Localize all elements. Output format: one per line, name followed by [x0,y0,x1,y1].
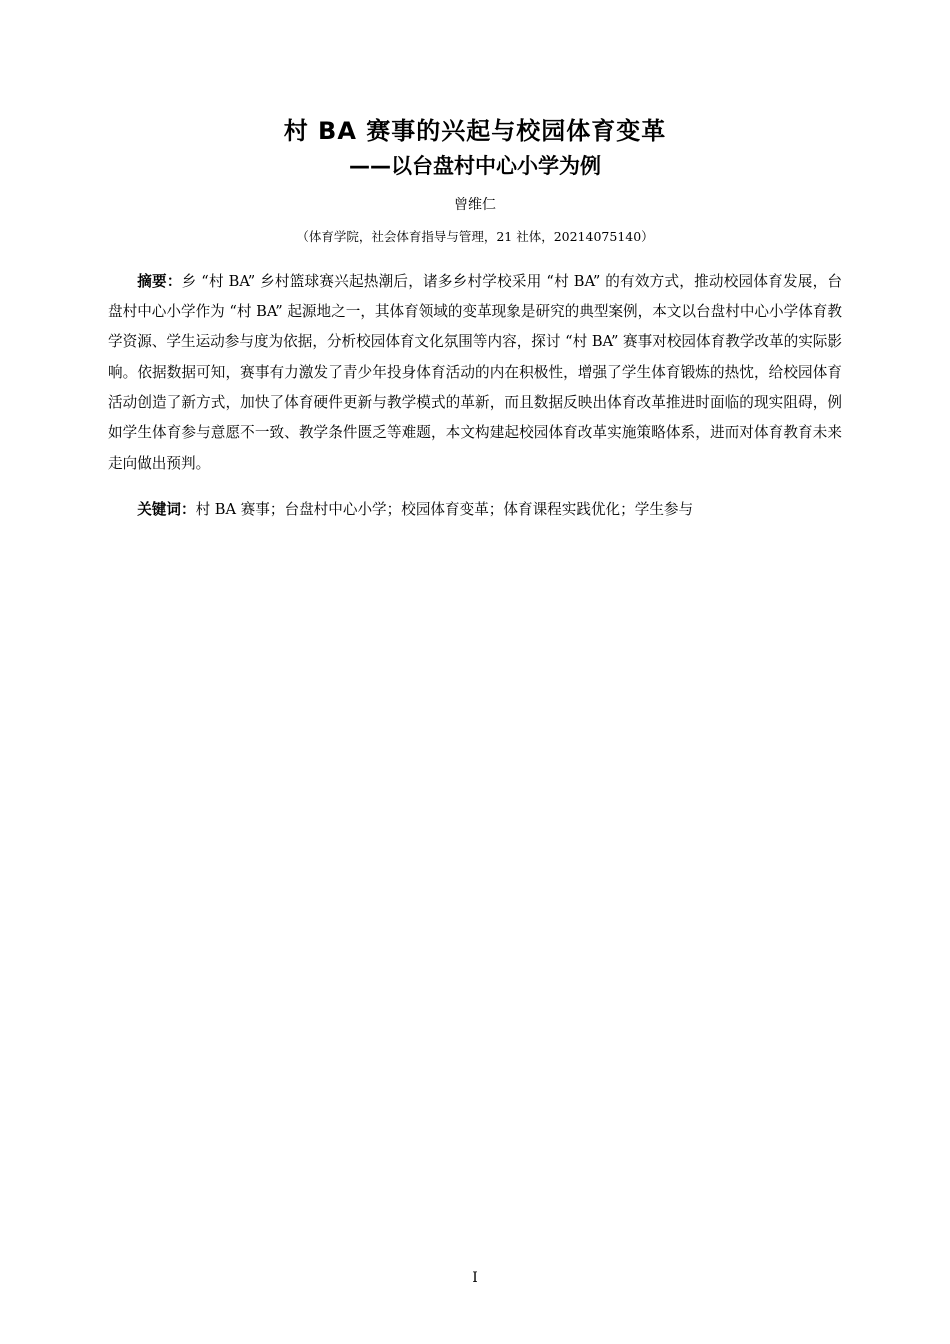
abstract-text: 乡 “村 BA” 乡村篮球赛兴起热潮后，诸多乡村学校采用 “村 BA” 的有效方式，推动校园体育发展，台盘村中心小学作为 “村 BA” 起源地之一，其体育领域的变革现象是研究的典型案例，本文以台盘村中心小学体育教学资源、学生运动参与度为依据，分析校园体育文化氛围等内容，探讨 “村 BA” 赛事对校园体育教学改革的实际影响。依据数据可知，赛事有力激发了青少年投身体育活动的内在积极性，增强了学生体育锻炼的热忱，给校园体育活动创造了新方式，加快了体育硬件更新与教学模式的革新，而且数据反映出体育改革推进时面临的现实阻碍，例如学生体育参与意愿不一致、教学条件匮乏等难题，本文构建起校园体育改革实施策略体系，进而对体育教育未来走向做出预判。 [108,272,842,472]
author-affiliation: （体育学院，社会体育指导与管理，21 社体，20214075140） [296,228,654,244]
keywords-label: 关键词： [137,501,196,519]
author-name: 曾维仁 [454,197,496,214]
page-subtitle: ——以台盘村中心小学为例 [349,153,601,178]
keywords-paragraph [108,495,842,525]
page-title: 村 BA 赛事的兴起与校园体育变革 [283,117,667,145]
title-block [108,114,842,247]
abstract-paragraph [108,267,842,479]
abstract-label: 摘要： [137,272,182,290]
keywords-text: 村 BA 赛事；台盘村中心小学；校园体育变革；体育课程实践优化；学生参与 [195,501,694,519]
page-number: I [472,1270,478,1286]
